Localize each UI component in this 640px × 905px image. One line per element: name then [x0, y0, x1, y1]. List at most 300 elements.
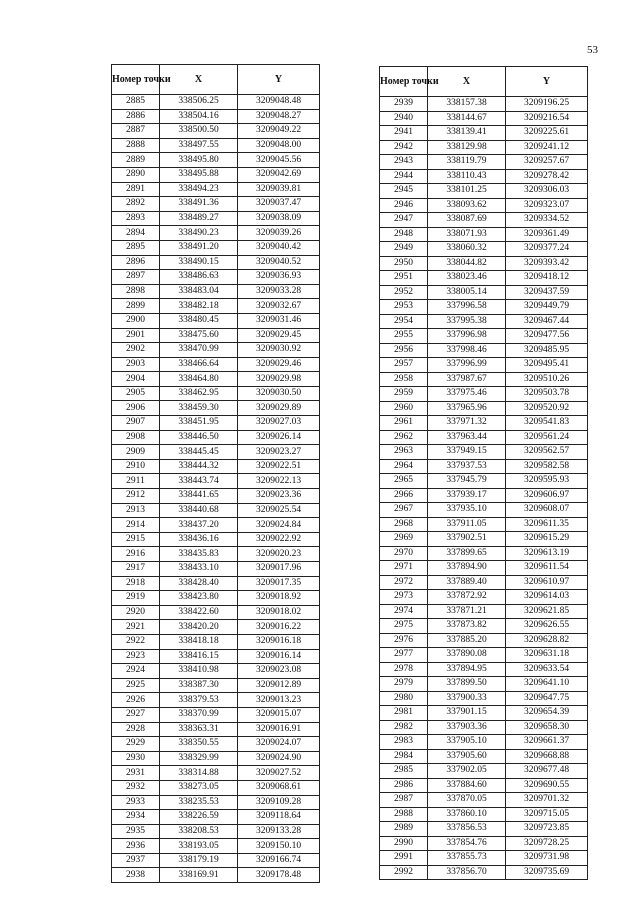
point-number-cell: 2926: [112, 693, 160, 708]
point-number-cell: 2991: [380, 851, 428, 866]
y-coordinate-cell: 3209361.49: [506, 227, 588, 242]
point-number-cell: 2973: [380, 590, 428, 605]
y-coordinate-cell: 3209510.26: [506, 372, 588, 387]
table-row: [380, 126, 588, 141]
point-number-cell: 2989: [380, 822, 428, 837]
x-coordinate-cell: 338483.04: [160, 284, 238, 299]
y-coordinate-cell: 3209018.92: [238, 591, 320, 606]
x-coordinate-cell: 337903.36: [428, 720, 506, 735]
table-row: [112, 167, 320, 182]
point-number-cell: 2979: [380, 677, 428, 692]
y-coordinate-cell: 3209023.08: [238, 664, 320, 679]
x-coordinate-cell: 337998.46: [428, 343, 506, 358]
table-row: [112, 372, 320, 387]
table-row: [112, 124, 320, 139]
point-number-cell: 2944: [380, 169, 428, 184]
x-coordinate-cell: 337996.98: [428, 329, 506, 344]
point-number-cell: 2903: [112, 357, 160, 372]
x-coordinate-cell: 338416.15: [160, 649, 238, 664]
table-row: [112, 737, 320, 752]
table-row: [380, 169, 588, 184]
point-number-cell: 2887: [112, 124, 160, 139]
point-number-cell: 2918: [112, 576, 160, 591]
point-number-cell: 2886: [112, 109, 160, 124]
y-coordinate-cell: 3209520.92: [506, 401, 588, 416]
page-number: 53: [587, 44, 598, 56]
table-row: [112, 751, 320, 766]
table-row: [380, 343, 588, 358]
y-coordinate-cell: 3209049.22: [238, 124, 320, 139]
point-number-cell: 2913: [112, 503, 160, 518]
point-number-cell: 2885: [112, 95, 160, 110]
y-coordinate-cell: 3209016.91: [238, 722, 320, 737]
y-coordinate-cell: 3209613.19: [506, 546, 588, 561]
point-number-cell: 2977: [380, 648, 428, 663]
point-number-cell: 2920: [112, 605, 160, 620]
x-coordinate-cell: 337872.92: [428, 590, 506, 605]
table-row: [380, 271, 588, 286]
y-coordinate-cell: 3209109.28: [238, 795, 320, 810]
table-row: [380, 575, 588, 590]
y-coordinate-cell: 3209166.74: [238, 853, 320, 868]
x-coordinate-cell: 338023.46: [428, 271, 506, 286]
table-row: [380, 227, 588, 242]
point-number-cell: 2941: [380, 126, 428, 141]
y-coordinate-cell: 3209715.05: [506, 807, 588, 822]
table-row: [380, 256, 588, 271]
y-coordinate-cell: 3209614.03: [506, 590, 588, 605]
x-coordinate-cell: 338169.91: [160, 868, 238, 883]
x-coordinate-cell: 337975.46: [428, 387, 506, 402]
x-coordinate-cell: 337905.60: [428, 749, 506, 764]
point-number-cell: 2967: [380, 503, 428, 518]
y-coordinate-cell: 3209024.07: [238, 737, 320, 752]
y-coordinate-cell: 3209631.18: [506, 648, 588, 663]
point-number-cell: 2916: [112, 547, 160, 562]
x-coordinate-cell: 337963.44: [428, 430, 506, 445]
point-number-cell: 2901: [112, 328, 160, 343]
x-coordinate-cell: 337889.40: [428, 575, 506, 590]
y-coordinate-cell: 3209023.27: [238, 445, 320, 460]
y-coordinate-cell: 3209027.52: [238, 766, 320, 781]
point-number-cell: 2914: [112, 518, 160, 533]
point-number-cell: 2990: [380, 836, 428, 851]
table-row: [112, 810, 320, 825]
point-number-cell: 2890: [112, 167, 160, 182]
x-coordinate-cell: 337987.67: [428, 372, 506, 387]
x-coordinate-cell: 338446.50: [160, 430, 238, 445]
table-row: [112, 649, 320, 664]
table-row: [112, 503, 320, 518]
table-row: [380, 619, 588, 634]
point-number-cell: 2904: [112, 372, 160, 387]
x-coordinate-cell: 337949.15: [428, 445, 506, 460]
point-number-cell: 2959: [380, 387, 428, 402]
point-number-cell: 2888: [112, 138, 160, 153]
x-coordinate-cell: 337965.96: [428, 401, 506, 416]
point-number-cell: 2962: [380, 430, 428, 445]
table-row: [112, 357, 320, 372]
point-number-cell: 2933: [112, 795, 160, 810]
table-row: [112, 824, 320, 839]
x-coordinate-cell: 338226.59: [160, 810, 238, 825]
y-coordinate-cell: 3209437.59: [506, 285, 588, 300]
x-coordinate-cell: 338451.95: [160, 416, 238, 431]
column-header-x: X: [428, 67, 506, 97]
table-row: [380, 372, 588, 387]
point-number-cell: 2961: [380, 416, 428, 431]
point-number-cell: 2894: [112, 226, 160, 241]
point-number-cell: 2905: [112, 386, 160, 401]
point-number-cell: 2928: [112, 722, 160, 737]
table-row: [380, 604, 588, 619]
table-row: [112, 182, 320, 197]
y-coordinate-cell: 3209216.54: [506, 111, 588, 126]
y-coordinate-cell: 3209621.85: [506, 604, 588, 619]
x-coordinate-cell: 338482.18: [160, 299, 238, 314]
y-coordinate-cell: 3209633.54: [506, 662, 588, 677]
y-coordinate-cell: 3209541.83: [506, 416, 588, 431]
y-coordinate-cell: 3209022.13: [238, 474, 320, 489]
point-number-cell: 2966: [380, 488, 428, 503]
point-number-cell: 2940: [380, 111, 428, 126]
point-number-cell: 2930: [112, 751, 160, 766]
y-coordinate-cell: 3209701.32: [506, 793, 588, 808]
y-coordinate-cell: 3209485.95: [506, 343, 588, 358]
table-row: [380, 488, 588, 503]
x-coordinate-cell: 337902.51: [428, 532, 506, 547]
table-row: [380, 822, 588, 837]
x-coordinate-cell: 338497.55: [160, 138, 238, 153]
y-coordinate-cell: 3209045.56: [238, 153, 320, 168]
point-number-cell: 2960: [380, 401, 428, 416]
table-row: [380, 691, 588, 706]
point-number-cell: 2971: [380, 561, 428, 576]
x-coordinate-cell: 338350.55: [160, 737, 238, 752]
table-row: [380, 358, 588, 373]
y-coordinate-cell: 3209661.37: [506, 735, 588, 750]
y-coordinate-cell: 3209225.61: [506, 126, 588, 141]
point-number-cell: 2957: [380, 358, 428, 373]
point-number-cell: 2951: [380, 271, 428, 286]
x-coordinate-cell: 338435.83: [160, 547, 238, 562]
coordinates-table-right: [379, 66, 588, 880]
table-row: [112, 211, 320, 226]
table-row: [380, 314, 588, 329]
table-row: [380, 329, 588, 344]
point-number-cell: 2948: [380, 227, 428, 242]
point-number-cell: 2964: [380, 459, 428, 474]
point-number-cell: 2912: [112, 489, 160, 504]
table-row: [112, 255, 320, 270]
point-number-cell: 2889: [112, 153, 160, 168]
y-coordinate-cell: 3209040.52: [238, 255, 320, 270]
point-number-cell: 2953: [380, 300, 428, 315]
point-number-cell: 2892: [112, 197, 160, 212]
table-row: [112, 766, 320, 781]
table-row: [380, 97, 588, 112]
y-coordinate-cell: 3209668.88: [506, 749, 588, 764]
table-row: [112, 445, 320, 460]
y-coordinate-cell: 3209042.69: [238, 167, 320, 182]
point-number-cell: 2974: [380, 604, 428, 619]
table-row: [112, 284, 320, 299]
y-coordinate-cell: 3209039.81: [238, 182, 320, 197]
table-row: [112, 532, 320, 547]
y-coordinate-cell: 3209026.14: [238, 430, 320, 445]
point-number-cell: 2934: [112, 810, 160, 825]
x-coordinate-cell: 338466.64: [160, 357, 238, 372]
point-number-cell: 2911: [112, 474, 160, 489]
y-coordinate-cell: 3209029.98: [238, 372, 320, 387]
x-coordinate-cell: 338363.31: [160, 722, 238, 737]
x-coordinate-cell: 338437.20: [160, 518, 238, 533]
y-coordinate-cell: 3209017.35: [238, 576, 320, 591]
point-number-cell: 2907: [112, 416, 160, 431]
table-row: [380, 430, 588, 445]
x-coordinate-cell: 337996.99: [428, 358, 506, 373]
table-row: [380, 793, 588, 808]
x-coordinate-cell: 337884.60: [428, 778, 506, 793]
x-coordinate-cell: 338144.67: [428, 111, 506, 126]
point-number-cell: 2931: [112, 766, 160, 781]
table-header-row: [112, 65, 320, 95]
x-coordinate-cell: 337860.10: [428, 807, 506, 822]
table-row: [380, 213, 588, 228]
y-coordinate-cell: 3209016.18: [238, 634, 320, 649]
table-row: [112, 416, 320, 431]
point-number-cell: 2970: [380, 546, 428, 561]
x-coordinate-cell: 338459.30: [160, 401, 238, 416]
point-number-cell: 2898: [112, 284, 160, 299]
x-coordinate-cell: 338444.32: [160, 459, 238, 474]
column-header-y: Y: [238, 65, 320, 95]
x-coordinate-cell: 337885.20: [428, 633, 506, 648]
table-row: [112, 95, 320, 110]
point-number-cell: 2937: [112, 853, 160, 868]
table-row: [112, 489, 320, 504]
point-number-cell: 2902: [112, 343, 160, 358]
x-coordinate-cell: 338005.14: [428, 285, 506, 300]
x-coordinate-cell: 338370.99: [160, 707, 238, 722]
y-coordinate-cell: 3209611.35: [506, 517, 588, 532]
x-coordinate-cell: 338464.80: [160, 372, 238, 387]
point-number-cell: 2897: [112, 270, 160, 285]
table-row: [112, 664, 320, 679]
x-coordinate-cell: 337971.32: [428, 416, 506, 431]
y-coordinate-cell: 3209027.03: [238, 416, 320, 431]
y-coordinate-cell: 3209241.12: [506, 140, 588, 155]
point-number-cell: 2992: [380, 865, 428, 880]
table-row: [380, 662, 588, 677]
table-row: [380, 633, 588, 648]
y-coordinate-cell: 3209012.89: [238, 678, 320, 693]
x-coordinate-cell: 338060.32: [428, 242, 506, 257]
x-coordinate-cell: 338470.99: [160, 343, 238, 358]
x-coordinate-cell: 338489.27: [160, 211, 238, 226]
y-coordinate-cell: 3209608.07: [506, 503, 588, 518]
x-coordinate-cell: 338387.30: [160, 678, 238, 693]
point-number-cell: 2978: [380, 662, 428, 677]
x-coordinate-cell: 338410.98: [160, 664, 238, 679]
point-number-cell: 2952: [380, 285, 428, 300]
point-number-cell: 2927: [112, 707, 160, 722]
column-header-y: Y: [506, 67, 588, 97]
point-number-cell: 2954: [380, 314, 428, 329]
x-coordinate-cell: 338490.15: [160, 255, 238, 270]
table-row: [380, 155, 588, 170]
point-number-cell: 2985: [380, 764, 428, 779]
y-coordinate-cell: 3209731.98: [506, 851, 588, 866]
table-row: [380, 677, 588, 692]
x-coordinate-cell: 338440.68: [160, 503, 238, 518]
x-coordinate-cell: 338443.74: [160, 474, 238, 489]
table-row: [112, 839, 320, 854]
table-row: [380, 184, 588, 199]
y-coordinate-cell: 3209133.28: [238, 824, 320, 839]
point-number-cell: 2899: [112, 299, 160, 314]
x-coordinate-cell: 338329.99: [160, 751, 238, 766]
y-coordinate-cell: 3209150.10: [238, 839, 320, 854]
table-row: [112, 138, 320, 153]
y-coordinate-cell: 3209611.54: [506, 561, 588, 576]
table-row: [380, 720, 588, 735]
y-coordinate-cell: 3209020.23: [238, 547, 320, 562]
point-number-cell: 2947: [380, 213, 428, 228]
y-coordinate-cell: 3209677.48: [506, 764, 588, 779]
table-row: [380, 532, 588, 547]
point-number-cell: 2938: [112, 868, 160, 883]
table-row: [112, 343, 320, 358]
x-coordinate-cell: 337900.33: [428, 691, 506, 706]
point-number-cell: 2984: [380, 749, 428, 764]
table-row: [112, 430, 320, 445]
table-row: [380, 851, 588, 866]
y-coordinate-cell: 3209032.67: [238, 299, 320, 314]
point-number-cell: 2946: [380, 198, 428, 213]
y-coordinate-cell: 3209033.28: [238, 284, 320, 299]
point-number-cell: 2975: [380, 619, 428, 634]
table-row: [112, 109, 320, 124]
y-coordinate-cell: 3209562.57: [506, 445, 588, 460]
y-coordinate-cell: 3209016.22: [238, 620, 320, 635]
table-row: [380, 474, 588, 489]
x-coordinate-cell: 338504.16: [160, 109, 238, 124]
x-coordinate-cell: 337911.05: [428, 517, 506, 532]
point-number-cell: 2969: [380, 532, 428, 547]
y-coordinate-cell: 3209029.89: [238, 401, 320, 416]
y-coordinate-cell: 3209495.41: [506, 358, 588, 373]
table-row: [112, 605, 320, 620]
y-coordinate-cell: 3209016.14: [238, 649, 320, 664]
table-row: [380, 764, 588, 779]
point-number-cell: 2968: [380, 517, 428, 532]
point-number-cell: 2891: [112, 182, 160, 197]
table-row: [112, 620, 320, 635]
point-number-cell: 2900: [112, 313, 160, 328]
point-number-cell: 2906: [112, 401, 160, 416]
y-coordinate-cell: 3209595.93: [506, 474, 588, 489]
table-row: [380, 198, 588, 213]
table-row: [380, 778, 588, 793]
x-coordinate-cell: 338494.23: [160, 182, 238, 197]
x-coordinate-cell: 338379.53: [160, 693, 238, 708]
point-number-cell: 2919: [112, 591, 160, 606]
x-coordinate-cell: 338235.53: [160, 795, 238, 810]
y-coordinate-cell: 3209393.42: [506, 256, 588, 271]
x-coordinate-cell: 337945.79: [428, 474, 506, 489]
point-number-cell: 2935: [112, 824, 160, 839]
y-coordinate-cell: 3209658.30: [506, 720, 588, 735]
x-coordinate-cell: 338428.40: [160, 576, 238, 591]
y-coordinate-cell: 3209278.42: [506, 169, 588, 184]
table-row: [112, 518, 320, 533]
x-coordinate-cell: 337894.90: [428, 561, 506, 576]
y-coordinate-cell: 3209323.07: [506, 198, 588, 213]
x-coordinate-cell: 337899.50: [428, 677, 506, 692]
table-row: [380, 459, 588, 474]
point-number-cell: 2924: [112, 664, 160, 679]
table-row: [112, 780, 320, 795]
point-number-cell: 2939: [380, 97, 428, 112]
table-row: [112, 197, 320, 212]
table-row: [112, 722, 320, 737]
table-row: [112, 707, 320, 722]
x-coordinate-cell: 337901.15: [428, 706, 506, 721]
table-row: [112, 401, 320, 416]
x-coordinate-cell: 338418.18: [160, 634, 238, 649]
x-coordinate-cell: 338445.45: [160, 445, 238, 460]
point-number-cell: 2910: [112, 459, 160, 474]
coordinates-table-left: [111, 64, 320, 883]
point-number-cell: 2983: [380, 735, 428, 750]
y-coordinate-cell: 3209449.79: [506, 300, 588, 315]
y-coordinate-cell: 3209048.00: [238, 138, 320, 153]
table-row: [380, 401, 588, 416]
table-row: [380, 865, 588, 880]
y-coordinate-cell: 3209013.23: [238, 693, 320, 708]
y-coordinate-cell: 3209728.25: [506, 836, 588, 851]
point-number-cell: 2950: [380, 256, 428, 271]
x-coordinate-cell: 338491.36: [160, 197, 238, 212]
table-row: [112, 868, 320, 883]
x-coordinate-cell: 338495.88: [160, 167, 238, 182]
y-coordinate-cell: 3209048.48: [238, 95, 320, 110]
x-coordinate-cell: 337890.08: [428, 648, 506, 663]
y-coordinate-cell: 3209561.24: [506, 430, 588, 445]
point-number-cell: 2896: [112, 255, 160, 270]
y-coordinate-cell: 3209024.84: [238, 518, 320, 533]
x-coordinate-cell: 338193.05: [160, 839, 238, 854]
table-row: [380, 706, 588, 721]
y-coordinate-cell: 3209690.55: [506, 778, 588, 793]
y-coordinate-cell: 3209503.78: [506, 387, 588, 402]
x-coordinate-cell: 338475.60: [160, 328, 238, 343]
y-coordinate-cell: 3209334.52: [506, 213, 588, 228]
x-coordinate-cell: 338436.16: [160, 532, 238, 547]
x-coordinate-cell: 337939.17: [428, 488, 506, 503]
y-coordinate-cell: 3209606.97: [506, 488, 588, 503]
y-coordinate-cell: 3209048.27: [238, 109, 320, 124]
column-header-x: X: [160, 65, 238, 95]
table-row: [380, 648, 588, 663]
x-coordinate-cell: 338208.53: [160, 824, 238, 839]
x-coordinate-cell: 337899.65: [428, 546, 506, 561]
table-row: [112, 153, 320, 168]
y-coordinate-cell: 3209735.69: [506, 865, 588, 880]
y-coordinate-cell: 3209068.61: [238, 780, 320, 795]
point-number-cell: 2980: [380, 691, 428, 706]
